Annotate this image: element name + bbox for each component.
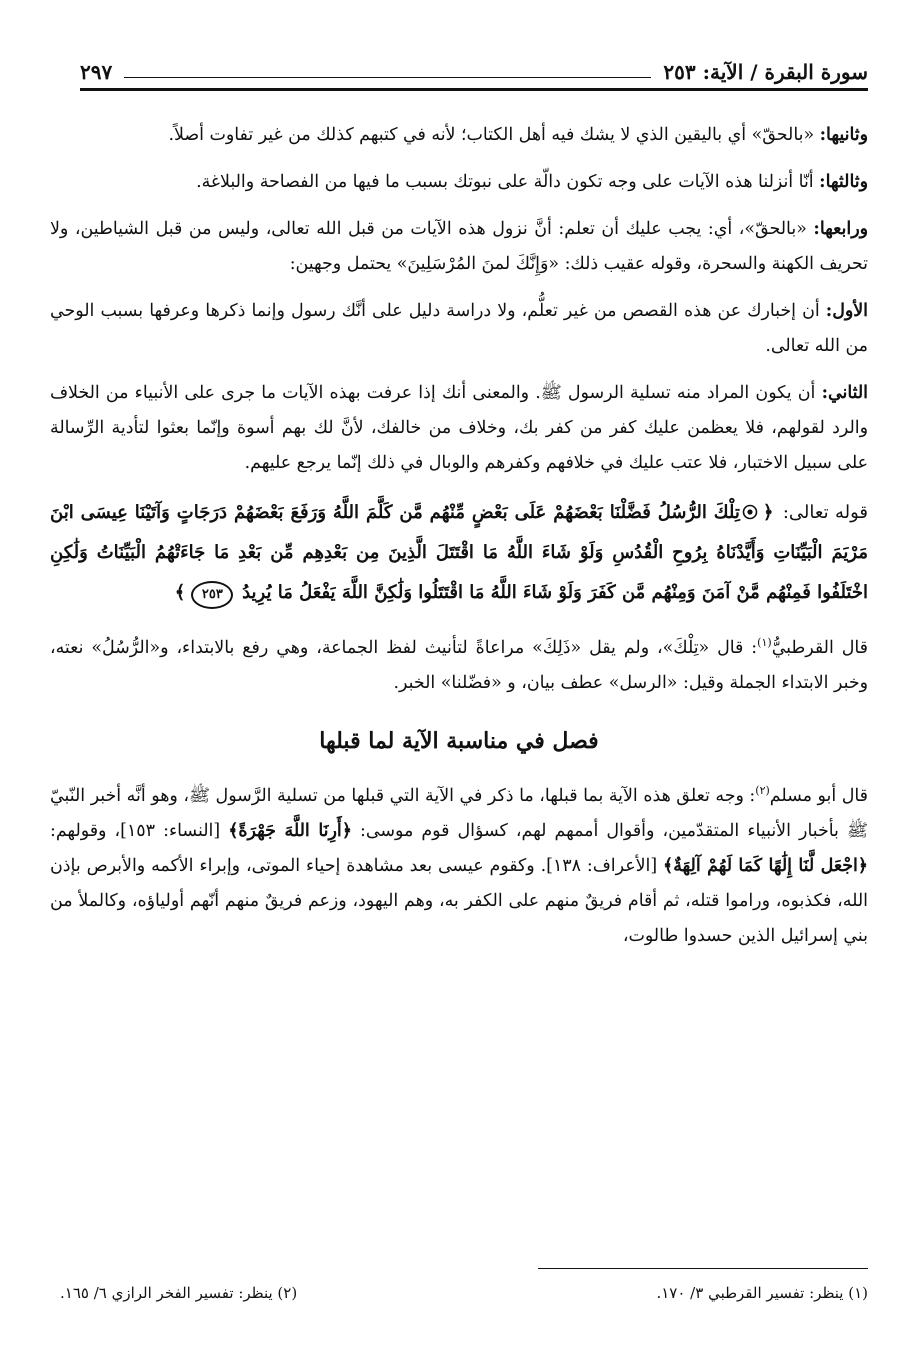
paragraph-text: أنّا أنزلنا هذه الآيات على وجه تكون دالّة على نبوتك بسبب ما فيها من الفصاحة والبلاغة. [196, 172, 820, 192]
page-body [50, 118, 868, 966]
page-number: ٢٩٧ [80, 60, 113, 84]
paragraph-second [50, 118, 868, 153]
section-title: فصل في مناسبة الآية لما قبلها [319, 727, 599, 754]
surah-title: سورة البقرة / الآية: ٢٥٣ [663, 60, 868, 84]
footnotes [60, 1280, 868, 1306]
paragraph-text: أن إخبارك عن هذه القصص من غير تعلُّم، ولا دراسة دليل على أنَّك رسول وإنما ذكرها وعرفها بسبب الوحي من الله تعالى. [50, 301, 868, 356]
paragraph-lead: وثانيها: [819, 125, 868, 145]
header-dotted-rule [124, 77, 651, 78]
quran-verse-block [50, 493, 868, 613]
qurtubi-paragraph [50, 625, 868, 701]
header-rule [80, 88, 868, 91]
paragraph-first-aspect [50, 294, 868, 364]
paragraph-text: «بالحقّ»، أي: يجب عليك أن تعلم: أنَّ نزول هذه الآيات من قبل الله تعالى، وليس من قبل الشياطين، ولا تحريف الكهنة والسحرة، وقوله عقيب ذلك: «وَإِنَّكَ لمنَ المُرْسَلِينَ» يحتمل وجهين: [50, 219, 868, 274]
quran-quote-1: ﴿أَرِنَا اللَّهَ جَهْرَةً﴾ [228, 820, 352, 841]
paragraph-lead: وثالثها: [819, 172, 868, 192]
paragraph-lead: الثاني: [821, 383, 868, 403]
footnote-1: (١) ينظر: تفسير القرطبي ٣/ ١٧٠. [656, 1284, 868, 1302]
abu-muslim-text-b: : وجه تعلق هذه الآية بما قبلها، ما ذكر في الآية التي قبلها من تسلية الرَّسول ﷺ، وهو أنَّه أخبر النّبيّ ﷺ بأخبار الأنبياء المتقدّمين، وأقوال أممهم لهم، كسؤال قوم موسى: [50, 785, 868, 841]
abu-muslim-paragraph [50, 773, 868, 954]
ayah-number-badge: ٢٥٣ [191, 581, 233, 609]
footnote-ref-1: (١) [757, 636, 772, 649]
paragraph-third [50, 165, 868, 200]
verse-close-brace: ﴾ [174, 582, 186, 603]
footnote-rule [538, 1268, 868, 1269]
footnote-ref-2: (٢) [755, 783, 770, 797]
running-header [80, 40, 868, 84]
paragraph-text: أن يكون المراد منه تسلية الرسول ﷺ. والمعنى أنك إذا عرفت بهذه الآيات ما جرى على الأنبياء من الخلاف والرد لقولهم، فلا يعظمن عليك كفر من كفر بك، وخلاف من خالفك، لأنَّ لك بهم أسوة وإنّما بعثوا لتأدية الرِّسالة على سبيل الاختبار، فلا عتب عليك في خلافهم وكفرهم والوبال في ذلك إنّما يرجع عليهم. [50, 383, 868, 473]
quran-ref-1: [النساء: ١٥٣]، وقولهم: [50, 820, 229, 841]
abu-muslim-text-c: [الأعراف: ١٣٨]. وكقوم عيسى بعد مشاهدة إحياء الموتى، وإبراء الأكمه والأبرص بإذن الله، فكذبوه، وراموا قتله، ثم أقام فريقٌ منهم على الكفر به، وهم اليهود، وزعم فريقٌ منهم أنّهم أولياؤه، وكالملأ من بني إسرائيل الذين حسدوا طالوت، [50, 855, 868, 946]
rosette-icon [742, 504, 758, 520]
paragraph-text: «بالحقّ» أي باليقين الذي لا يشك فيه أهل الكتاب؛ لأنه في كتبهم كذلك من غير تفاوت أصلاً. [168, 125, 820, 145]
abu-muslim-text-a: قال أبو مسلم [769, 785, 868, 806]
verse-intro: قوله تعالى: [782, 502, 868, 523]
verse-text: تِلْكَ الرُّسُلُ فَضَّلْنَا بَعْضَهُمْ عَلَى بَعْضٍ مِّنْهُم مَّن كَلَّمَ اللَّهُ وَرَفَعَ بَعْضَهُمْ دَرَجَاتٍ وَآتَيْنَا عِيسَى ابْنَ مَرْيَمَ الْبَيِّنَاتِ وَأَيَّدْنَاهُ بِرُوحِ الْقُدُسِ وَلَوْ شَاءَ اللَّهُ مَا اقْتَتَلَ الَّذِينَ مِن بَعْدِهِم مِّن بَعْدِ مَا جَاءَتْهُمُ الْبَيِّنَاتُ وَلَٰكِنِ اخْتَلَفُوا فَمِنْهُم مَّنْ آمَنَ وَمِنْهُم مَّن كَفَرَ وَلَوْ شَاءَ اللَّهُ مَا اقْتَتَلُوا وَلَٰكِنَّ اللَّهَ يَفْعَلُ مَا يُرِيدُ [50, 502, 869, 603]
paragraph-lead: الأول: [825, 301, 868, 321]
paragraph-fourth [50, 212, 868, 282]
paragraph-second-aspect [50, 376, 868, 481]
footnote-2: (٢) ينظر: تفسير الفخر الرازي ٦/ ١٦٥. [60, 1284, 298, 1302]
quran-quote-2: ﴿اجْعَل لَّنَا إِلَٰهًا كَمَا لَهُمْ آلِهَةٌ﴾ [663, 855, 868, 876]
qurtubi-text-a: قال القرطبيُّ [771, 637, 868, 658]
qurtubi-text-b: : قال «تِلْكَ»، ولم يقل «ذَلِكَ» مراعاةً لتأنيث لفظ الجماعة، وهي رفع بالابتداء، و«الرُّسُلُ» نعته، وخبر الابتداء الجملة وقيل: «الرسل» عطف بيان، و «فضّلنا» الخبر. [50, 637, 868, 693]
verse-open-brace: ﴿ [762, 502, 774, 523]
paragraph-lead: ورابعها: [813, 219, 868, 239]
